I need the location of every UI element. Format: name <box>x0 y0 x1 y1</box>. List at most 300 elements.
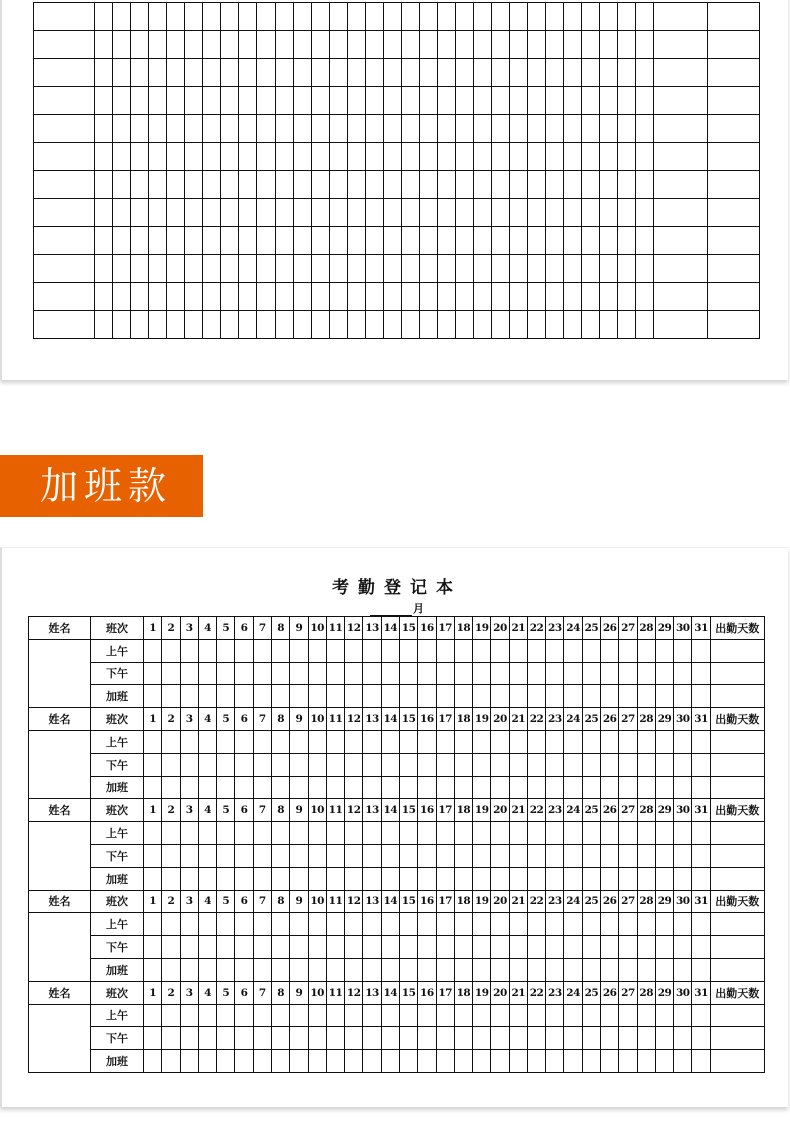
day-cell[interactable] <box>655 1027 673 1050</box>
day-cell[interactable] <box>290 639 308 662</box>
day-cell[interactable] <box>180 730 198 753</box>
day-cell[interactable] <box>509 1050 527 1073</box>
day-cell[interactable] <box>692 1027 710 1050</box>
day-cell[interactable] <box>345 662 363 685</box>
day-cell[interactable] <box>674 730 692 753</box>
day-cell[interactable] <box>271 936 289 959</box>
day-cell[interactable] <box>527 776 545 799</box>
day-cell[interactable] <box>363 730 381 753</box>
day-cell[interactable] <box>162 913 180 936</box>
day-cell[interactable] <box>509 685 527 708</box>
day-cell[interactable] <box>363 685 381 708</box>
day-cell[interactable] <box>546 844 564 867</box>
day-cell[interactable] <box>473 685 491 708</box>
day-cell[interactable] <box>509 639 527 662</box>
day-cell[interactable] <box>235 822 253 845</box>
day-cell[interactable] <box>564 822 582 845</box>
day-cell[interactable] <box>381 639 399 662</box>
day-cell[interactable] <box>527 936 545 959</box>
day-cell[interactable] <box>527 662 545 685</box>
day-cell[interactable] <box>381 1050 399 1073</box>
day-cell[interactable] <box>290 822 308 845</box>
day-cell[interactable] <box>509 1004 527 1027</box>
day-cell[interactable] <box>637 1004 655 1027</box>
day-cell[interactable] <box>381 844 399 867</box>
day-cell[interactable] <box>527 730 545 753</box>
day-cell[interactable] <box>381 1004 399 1027</box>
day-cell[interactable] <box>217 776 235 799</box>
day-cell[interactable] <box>271 730 289 753</box>
day-cell[interactable] <box>582 639 600 662</box>
day-cell[interactable] <box>619 1004 637 1027</box>
day-cell[interactable] <box>326 1004 344 1027</box>
day-cell[interactable] <box>564 662 582 685</box>
total-days-cell[interactable] <box>710 662 764 685</box>
day-cell[interactable] <box>381 867 399 890</box>
day-cell[interactable] <box>399 1027 417 1050</box>
day-cell[interactable] <box>527 822 545 845</box>
day-cell[interactable] <box>454 844 472 867</box>
day-cell[interactable] <box>363 776 381 799</box>
day-cell[interactable] <box>564 1004 582 1027</box>
day-cell[interactable] <box>162 822 180 845</box>
day-cell[interactable] <box>381 958 399 981</box>
day-cell[interactable] <box>692 1050 710 1073</box>
day-cell[interactable] <box>253 844 271 867</box>
day-cell[interactable] <box>582 662 600 685</box>
day-cell[interactable] <box>308 662 326 685</box>
day-cell[interactable] <box>473 867 491 890</box>
day-cell[interactable] <box>655 844 673 867</box>
day-cell[interactable] <box>619 1027 637 1050</box>
day-cell[interactable] <box>619 936 637 959</box>
day-cell[interactable] <box>473 753 491 776</box>
day-cell[interactable] <box>253 753 271 776</box>
day-cell[interactable] <box>491 1027 509 1050</box>
day-cell[interactable] <box>546 639 564 662</box>
day-cell[interactable] <box>144 685 162 708</box>
day-cell[interactable] <box>454 913 472 936</box>
day-cell[interactable] <box>655 958 673 981</box>
day-cell[interactable] <box>454 936 472 959</box>
day-cell[interactable] <box>399 844 417 867</box>
day-cell[interactable] <box>363 753 381 776</box>
day-cell[interactable] <box>326 753 344 776</box>
day-cell[interactable] <box>637 1050 655 1073</box>
day-cell[interactable] <box>454 958 472 981</box>
day-cell[interactable] <box>271 1027 289 1050</box>
day-cell[interactable] <box>692 685 710 708</box>
day-cell[interactable] <box>180 822 198 845</box>
day-cell[interactable] <box>235 1027 253 1050</box>
day-cell[interactable] <box>418 1050 436 1073</box>
total-days-cell[interactable] <box>710 685 764 708</box>
day-cell[interactable] <box>198 1050 216 1073</box>
day-cell[interactable] <box>637 822 655 845</box>
day-cell[interactable] <box>674 936 692 959</box>
day-cell[interactable] <box>363 639 381 662</box>
day-cell[interactable] <box>326 867 344 890</box>
day-cell[interactable] <box>692 958 710 981</box>
day-cell[interactable] <box>454 822 472 845</box>
day-cell[interactable] <box>399 1050 417 1073</box>
day-cell[interactable] <box>198 958 216 981</box>
day-cell[interactable] <box>436 776 454 799</box>
day-cell[interactable] <box>527 1004 545 1027</box>
day-cell[interactable] <box>326 662 344 685</box>
total-days-cell[interactable] <box>710 639 764 662</box>
day-cell[interactable] <box>564 639 582 662</box>
day-cell[interactable] <box>399 730 417 753</box>
day-cell[interactable] <box>363 844 381 867</box>
day-cell[interactable] <box>619 730 637 753</box>
day-cell[interactable] <box>436 730 454 753</box>
day-cell[interactable] <box>308 867 326 890</box>
day-cell[interactable] <box>582 776 600 799</box>
day-cell[interactable] <box>582 822 600 845</box>
day-cell[interactable] <box>345 822 363 845</box>
day-cell[interactable] <box>326 730 344 753</box>
day-cell[interactable] <box>619 958 637 981</box>
day-cell[interactable] <box>198 685 216 708</box>
day-cell[interactable] <box>491 1050 509 1073</box>
day-cell[interactable] <box>326 958 344 981</box>
day-cell[interactable] <box>674 1004 692 1027</box>
day-cell[interactable] <box>601 913 619 936</box>
day-cell[interactable] <box>326 936 344 959</box>
day-cell[interactable] <box>418 958 436 981</box>
day-cell[interactable] <box>217 958 235 981</box>
day-cell[interactable] <box>363 867 381 890</box>
day-cell[interactable] <box>198 822 216 845</box>
day-cell[interactable] <box>326 1050 344 1073</box>
total-days-cell[interactable] <box>710 844 764 867</box>
day-cell[interactable] <box>180 913 198 936</box>
day-cell[interactable] <box>491 936 509 959</box>
day-cell[interactable] <box>345 1027 363 1050</box>
day-cell[interactable] <box>180 958 198 981</box>
day-cell[interactable] <box>345 753 363 776</box>
day-cell[interactable] <box>326 913 344 936</box>
day-cell[interactable] <box>235 1004 253 1027</box>
day-cell[interactable] <box>290 685 308 708</box>
total-days-cell[interactable] <box>710 1027 764 1050</box>
day-cell[interactable] <box>601 639 619 662</box>
day-cell[interactable] <box>637 685 655 708</box>
day-cell[interactable] <box>564 867 582 890</box>
day-cell[interactable] <box>655 1050 673 1073</box>
day-cell[interactable] <box>692 730 710 753</box>
day-cell[interactable] <box>509 822 527 845</box>
employee-name-cell[interactable] <box>29 913 91 981</box>
day-cell[interactable] <box>601 1004 619 1027</box>
day-cell[interactable] <box>326 1027 344 1050</box>
day-cell[interactable] <box>546 867 564 890</box>
day-cell[interactable] <box>637 662 655 685</box>
day-cell[interactable] <box>546 1004 564 1027</box>
day-cell[interactable] <box>253 913 271 936</box>
day-cell[interactable] <box>601 685 619 708</box>
day-cell[interactable] <box>144 844 162 867</box>
day-cell[interactable] <box>144 776 162 799</box>
day-cell[interactable] <box>308 913 326 936</box>
day-cell[interactable] <box>674 844 692 867</box>
day-cell[interactable] <box>144 958 162 981</box>
day-cell[interactable] <box>637 753 655 776</box>
day-cell[interactable] <box>198 639 216 662</box>
day-cell[interactable] <box>692 776 710 799</box>
day-cell[interactable] <box>198 867 216 890</box>
day-cell[interactable] <box>235 776 253 799</box>
day-cell[interactable] <box>144 1004 162 1027</box>
day-cell[interactable] <box>655 662 673 685</box>
day-cell[interactable] <box>253 822 271 845</box>
day-cell[interactable] <box>509 958 527 981</box>
day-cell[interactable] <box>144 753 162 776</box>
total-days-cell[interactable] <box>710 913 764 936</box>
day-cell[interactable] <box>253 1027 271 1050</box>
day-cell[interactable] <box>637 844 655 867</box>
day-cell[interactable] <box>418 776 436 799</box>
day-cell[interactable] <box>619 776 637 799</box>
day-cell[interactable] <box>619 639 637 662</box>
day-cell[interactable] <box>674 822 692 845</box>
day-cell[interactable] <box>217 639 235 662</box>
day-cell[interactable] <box>399 1004 417 1027</box>
day-cell[interactable] <box>454 753 472 776</box>
day-cell[interactable] <box>253 639 271 662</box>
day-cell[interactable] <box>363 662 381 685</box>
day-cell[interactable] <box>473 958 491 981</box>
total-days-cell[interactable] <box>710 867 764 890</box>
total-days-cell[interactable] <box>710 776 764 799</box>
day-cell[interactable] <box>601 1050 619 1073</box>
day-cell[interactable] <box>491 662 509 685</box>
day-cell[interactable] <box>363 1004 381 1027</box>
day-cell[interactable] <box>399 867 417 890</box>
day-cell[interactable] <box>198 776 216 799</box>
day-cell[interactable] <box>674 867 692 890</box>
day-cell[interactable] <box>454 662 472 685</box>
day-cell[interactable] <box>271 776 289 799</box>
day-cell[interactable] <box>601 936 619 959</box>
day-cell[interactable] <box>619 867 637 890</box>
day-cell[interactable] <box>473 936 491 959</box>
day-cell[interactable] <box>217 685 235 708</box>
day-cell[interactable] <box>144 662 162 685</box>
day-cell[interactable] <box>162 730 180 753</box>
day-cell[interactable] <box>345 867 363 890</box>
day-cell[interactable] <box>564 844 582 867</box>
day-cell[interactable] <box>491 776 509 799</box>
day-cell[interactable] <box>655 1004 673 1027</box>
day-cell[interactable] <box>674 913 692 936</box>
day-cell[interactable] <box>564 1027 582 1050</box>
day-cell[interactable] <box>235 662 253 685</box>
day-cell[interactable] <box>692 844 710 867</box>
day-cell[interactable] <box>619 753 637 776</box>
day-cell[interactable] <box>637 776 655 799</box>
day-cell[interactable] <box>418 913 436 936</box>
day-cell[interactable] <box>564 913 582 936</box>
day-cell[interactable] <box>217 1027 235 1050</box>
day-cell[interactable] <box>491 867 509 890</box>
day-cell[interactable] <box>345 639 363 662</box>
day-cell[interactable] <box>381 776 399 799</box>
day-cell[interactable] <box>509 662 527 685</box>
day-cell[interactable] <box>180 1027 198 1050</box>
day-cell[interactable] <box>235 639 253 662</box>
day-cell[interactable] <box>564 776 582 799</box>
day-cell[interactable] <box>619 1050 637 1073</box>
day-cell[interactable] <box>253 685 271 708</box>
day-cell[interactable] <box>473 776 491 799</box>
day-cell[interactable] <box>363 1050 381 1073</box>
day-cell[interactable] <box>253 662 271 685</box>
day-cell[interactable] <box>692 1004 710 1027</box>
day-cell[interactable] <box>162 936 180 959</box>
day-cell[interactable] <box>308 730 326 753</box>
day-cell[interactable] <box>527 639 545 662</box>
day-cell[interactable] <box>290 1004 308 1027</box>
day-cell[interactable] <box>436 1004 454 1027</box>
day-cell[interactable] <box>162 639 180 662</box>
day-cell[interactable] <box>582 685 600 708</box>
day-cell[interactable] <box>491 822 509 845</box>
day-cell[interactable] <box>527 1027 545 1050</box>
day-cell[interactable] <box>418 844 436 867</box>
day-cell[interactable] <box>436 1027 454 1050</box>
day-cell[interactable] <box>345 685 363 708</box>
day-cell[interactable] <box>491 730 509 753</box>
day-cell[interactable] <box>637 1027 655 1050</box>
day-cell[interactable] <box>308 1027 326 1050</box>
day-cell[interactable] <box>655 776 673 799</box>
day-cell[interactable] <box>473 730 491 753</box>
day-cell[interactable] <box>363 913 381 936</box>
day-cell[interactable] <box>363 822 381 845</box>
day-cell[interactable] <box>271 1050 289 1073</box>
day-cell[interactable] <box>326 822 344 845</box>
day-cell[interactable] <box>546 753 564 776</box>
day-cell[interactable] <box>345 844 363 867</box>
day-cell[interactable] <box>655 753 673 776</box>
day-cell[interactable] <box>180 776 198 799</box>
day-cell[interactable] <box>217 844 235 867</box>
day-cell[interactable] <box>436 662 454 685</box>
day-cell[interactable] <box>692 936 710 959</box>
day-cell[interactable] <box>454 685 472 708</box>
day-cell[interactable] <box>454 1027 472 1050</box>
day-cell[interactable] <box>473 662 491 685</box>
day-cell[interactable] <box>564 936 582 959</box>
day-cell[interactable] <box>546 936 564 959</box>
day-cell[interactable] <box>582 958 600 981</box>
day-cell[interactable] <box>217 1004 235 1027</box>
day-cell[interactable] <box>674 639 692 662</box>
day-cell[interactable] <box>546 822 564 845</box>
day-cell[interactable] <box>162 753 180 776</box>
day-cell[interactable] <box>527 1050 545 1073</box>
day-cell[interactable] <box>418 685 436 708</box>
day-cell[interactable] <box>253 958 271 981</box>
day-cell[interactable] <box>290 1027 308 1050</box>
day-cell[interactable] <box>436 867 454 890</box>
day-cell[interactable] <box>454 1004 472 1027</box>
day-cell[interactable] <box>363 958 381 981</box>
day-cell[interactable] <box>271 822 289 845</box>
day-cell[interactable] <box>290 958 308 981</box>
day-cell[interactable] <box>162 958 180 981</box>
day-cell[interactable] <box>637 958 655 981</box>
day-cell[interactable] <box>473 822 491 845</box>
day-cell[interactable] <box>418 639 436 662</box>
day-cell[interactable] <box>436 844 454 867</box>
day-cell[interactable] <box>436 685 454 708</box>
day-cell[interactable] <box>290 913 308 936</box>
day-cell[interactable] <box>162 1050 180 1073</box>
day-cell[interactable] <box>546 776 564 799</box>
day-cell[interactable] <box>655 639 673 662</box>
day-cell[interactable] <box>619 844 637 867</box>
day-cell[interactable] <box>235 958 253 981</box>
day-cell[interactable] <box>308 753 326 776</box>
day-cell[interactable] <box>601 958 619 981</box>
day-cell[interactable] <box>381 753 399 776</box>
day-cell[interactable] <box>619 913 637 936</box>
day-cell[interactable] <box>509 867 527 890</box>
day-cell[interactable] <box>418 662 436 685</box>
day-cell[interactable] <box>326 844 344 867</box>
day-cell[interactable] <box>290 867 308 890</box>
day-cell[interactable] <box>418 936 436 959</box>
day-cell[interactable] <box>418 753 436 776</box>
day-cell[interactable] <box>637 730 655 753</box>
day-cell[interactable] <box>162 867 180 890</box>
day-cell[interactable] <box>345 1004 363 1027</box>
day-cell[interactable] <box>399 913 417 936</box>
day-cell[interactable] <box>546 730 564 753</box>
day-cell[interactable] <box>162 1004 180 1027</box>
day-cell[interactable] <box>491 844 509 867</box>
day-cell[interactable] <box>509 730 527 753</box>
employee-name-cell[interactable] <box>29 639 91 707</box>
day-cell[interactable] <box>674 776 692 799</box>
day-cell[interactable] <box>180 844 198 867</box>
day-cell[interactable] <box>144 822 162 845</box>
day-cell[interactable] <box>473 913 491 936</box>
day-cell[interactable] <box>290 936 308 959</box>
day-cell[interactable] <box>582 730 600 753</box>
day-cell[interactable] <box>180 1050 198 1073</box>
total-days-cell[interactable] <box>710 753 764 776</box>
day-cell[interactable] <box>454 730 472 753</box>
day-cell[interactable] <box>180 1004 198 1027</box>
total-days-cell[interactable] <box>710 1050 764 1073</box>
day-cell[interactable] <box>454 867 472 890</box>
day-cell[interactable] <box>564 730 582 753</box>
day-cell[interactable] <box>198 730 216 753</box>
day-cell[interactable] <box>491 1004 509 1027</box>
day-cell[interactable] <box>144 867 162 890</box>
day-cell[interactable] <box>564 685 582 708</box>
day-cell[interactable] <box>546 958 564 981</box>
day-cell[interactable] <box>399 936 417 959</box>
day-cell[interactable] <box>180 936 198 959</box>
day-cell[interactable] <box>326 639 344 662</box>
day-cell[interactable] <box>308 1004 326 1027</box>
day-cell[interactable] <box>198 1027 216 1050</box>
